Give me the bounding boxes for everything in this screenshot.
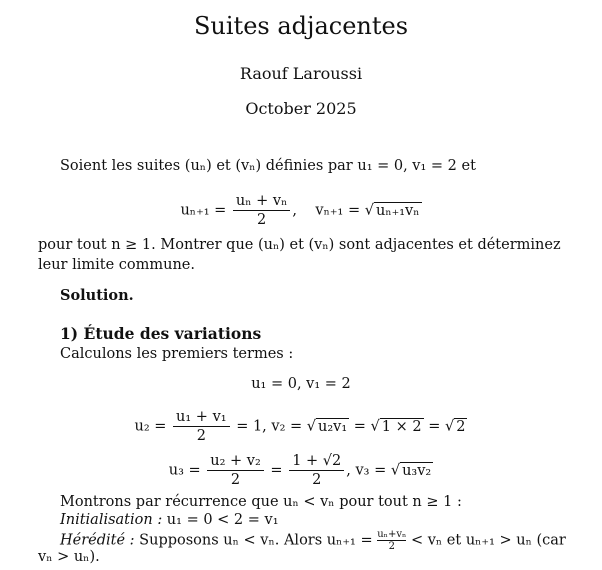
heredite-fraction bbox=[377, 529, 406, 552]
eq3-eq: = bbox=[353, 418, 366, 435]
document-title: Suites adjacentes bbox=[193, 12, 409, 40]
solution-heading: Solution. bbox=[60, 287, 134, 304]
eq4-lhs: u₃ = bbox=[168, 462, 201, 479]
eq1-lhs: uₙ₊₁ = bbox=[180, 202, 227, 219]
document-date: October 2025 bbox=[245, 99, 357, 118]
initial-terms-equation: u₁ = 0, v₁ = 2 bbox=[251, 376, 351, 392]
eq4-eq: = bbox=[270, 462, 283, 479]
induction-statement: Montrons par récurrence que uₙ < vₙ pour tout n ≥ 1 : bbox=[60, 494, 462, 510]
eq4-denominator2: 2 bbox=[312, 472, 322, 488]
document-author: Raouf Laroussi bbox=[239, 64, 363, 83]
eq3-denominator: 2 bbox=[196, 428, 206, 444]
eq4-fraction1 bbox=[207, 452, 264, 489]
heredite-numerator: uₙ+vₙ bbox=[377, 529, 407, 540]
heredite-label: Hérédité : bbox=[60, 532, 135, 549]
eq3-sqrt2: 1 × 2 bbox=[381, 418, 422, 435]
eq3-lhs: u₂ = bbox=[134, 418, 167, 435]
eq4-denominator1: 2 bbox=[230, 472, 241, 488]
heredite-continuation: vₙ > uₙ). bbox=[38, 549, 100, 565]
eq4-mid: , v₃ = bbox=[346, 462, 387, 479]
heredite-line bbox=[60, 529, 566, 552]
recurrence-equation: uₙ₊₁ = $\frac{\text{uₙ + vₙ}}{2}$ , vₙ₊₁ = √ uₙ₊₁vₙ bbox=[180, 193, 420, 228]
second-terms-equation: u₂ = $\frac{\text{u₁ + v₁}}{2}$ = 1, v₂ = √ u₂v₁ = √ 1 × 2 = √ 2 bbox=[134, 409, 466, 444]
eq3-fraction bbox=[173, 408, 230, 445]
eq4-numerator1: u₂ + v₂ bbox=[207, 452, 264, 471]
eq4-sqrt: u₃v₂ bbox=[402, 462, 432, 479]
eq3-sqrt1: u₂v₁ bbox=[318, 418, 348, 435]
heredite-text-a: Supposons uₙ < vₙ. Alors uₙ₊₁ = bbox=[134, 532, 378, 549]
first-terms-intro: Calculons les premiers termes : bbox=[60, 346, 294, 362]
third-terms-equation: u₃ = $\frac{\text{u₂ + v₂}}{2}$ = $\frac{1 + √2}{2}$ , v₃ = √ u₃v₂ bbox=[168, 453, 432, 488]
eq1-numerator: uₙ + vₙ bbox=[233, 192, 290, 211]
problem-intro: Soient les suites (uₙ) et (vₙ) définies par u₁ = 0, v₁ = 2 et bbox=[60, 158, 476, 174]
heredite-text-b: < vₙ et uₙ₊₁ > uₙ (car bbox=[406, 532, 566, 549]
eq3-sqrt3: 2 bbox=[456, 418, 466, 435]
eq3-eq2: = bbox=[428, 418, 441, 435]
eq4-fraction2 bbox=[289, 452, 344, 489]
eq4-numerator2: 1 + √2 bbox=[289, 452, 344, 471]
problem-question: pour tout n ≥ 1. Montrer que (uₙ) et (vₙ) sont adjacentes et déterminez leur limite commune. bbox=[38, 237, 561, 273]
eq1-denominator: 2 bbox=[257, 212, 267, 228]
heredite-denominator: 2 bbox=[388, 541, 395, 552]
eq3-mid: = 1, v₂ = bbox=[236, 418, 303, 435]
initialisation-label: Initialisation : bbox=[60, 512, 163, 528]
eq1-fraction bbox=[233, 192, 290, 229]
eq1-rhs-lhs: vₙ₊₁ = bbox=[315, 202, 361, 219]
eq3-numerator: u₁ + v₁ bbox=[173, 408, 230, 427]
initialisation-text: u₁ = 0 < 2 = v₁ bbox=[162, 512, 279, 528]
section-heading-variations: 1) Étude des variations bbox=[60, 324, 262, 343]
eq1-separator: , bbox=[292, 202, 297, 219]
initialisation-line bbox=[60, 510, 279, 530]
eq1-sqrt: uₙ₊₁vₙ bbox=[375, 202, 420, 219]
